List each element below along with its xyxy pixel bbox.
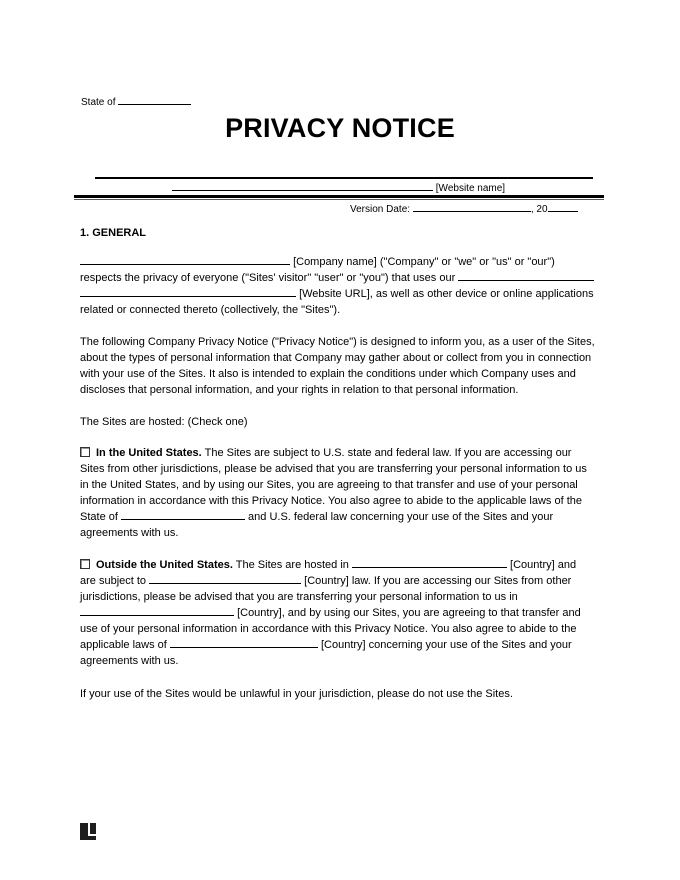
company-name-blank-field[interactable] xyxy=(80,254,290,265)
option-outside-line4 xyxy=(80,605,581,621)
country-label-2: [Country] law. If you are accessing our Sites from other xyxy=(304,575,572,587)
version-date-line xyxy=(350,201,578,215)
state-blank-field[interactable] xyxy=(118,94,191,105)
option-us-line1 xyxy=(80,445,571,461)
double-rule-thick xyxy=(74,195,604,198)
country-label-1: [Country] and xyxy=(510,559,577,571)
website-name-label: [Website name] xyxy=(435,183,506,194)
option-outside-line6 xyxy=(80,637,572,653)
version-date-blank-field[interactable] xyxy=(413,201,531,212)
transfer-country-blank-field[interactable] xyxy=(80,605,234,616)
general-para2-line3: with your use of the Sites. It also is intended to explain the conditions under which Company uses and xyxy=(80,368,576,380)
website-url-label: [Website URL], as well as other device or online applications xyxy=(299,288,594,300)
option-us-line5 xyxy=(80,509,553,525)
option-outside-line1 xyxy=(80,557,576,573)
closing-statement: If your use of the Sites would be unlawful in your jurisdiction, please do not use the Sites. xyxy=(80,688,513,700)
option-outside-text-2: are subject to xyxy=(80,575,147,587)
hosting-country-blank-field[interactable] xyxy=(352,557,507,568)
double-rule-thin xyxy=(74,199,604,200)
option-us-text: The Sites are subject to U.S. state and federal law. If you are accessing our xyxy=(201,447,572,459)
title-rule xyxy=(95,177,593,179)
company-name-label: [Company name] ("Company" or "we" or "us" or "our") xyxy=(293,256,555,268)
section-heading-general: 1. GENERAL xyxy=(80,227,147,239)
option-us-line4: information in accordance with this Privacy Notice. You also agree to abide to the applicable laws of the xyxy=(80,495,583,507)
general-para1-line4: related or connected thereto (collectively, the "Sites"). xyxy=(80,304,341,316)
option-us-state-label: State of xyxy=(80,511,118,523)
option-outside-line7: agreements with us. xyxy=(80,655,179,667)
option-us-line2: Sites from other jurisdictions, please be advised that you are transferring your personal information to us xyxy=(80,463,587,475)
general-para1-line3 xyxy=(80,286,594,302)
website-name-line xyxy=(172,180,505,194)
option-outside-title: Outside the United States. xyxy=(96,559,233,571)
applicable-law-country-blank-field[interactable] xyxy=(170,637,318,648)
state-of-label: State of xyxy=(81,97,116,108)
website-url-blank-field-1[interactable] xyxy=(458,270,594,281)
para1-text: respects the privacy of everyone ("Sites' visitor" "user" or "you") that uses our xyxy=(80,272,456,284)
country-label-3: [Country], and by using our Sites, you are agreeing to that transfer and xyxy=(237,607,581,619)
option-outside-line3: jurisdictions, please be advised that you are transferring your personal information to us in xyxy=(80,591,518,603)
us-state-blank-field[interactable] xyxy=(121,509,245,520)
legal-templates-logo-icon xyxy=(80,823,96,840)
option-us-line3: in the United States, and by using our Sites, you are agreeing to that transfer and use of your personal xyxy=(80,479,578,491)
general-para1-line1 xyxy=(80,254,555,270)
hosted-prompt: The Sites are hosted: (Check one) xyxy=(80,416,248,428)
us-hosting-checkbox[interactable] xyxy=(80,447,90,457)
state-of-line xyxy=(81,94,191,108)
option-outside-line2 xyxy=(80,573,571,589)
option-outside-text-6: applicable laws of xyxy=(80,639,167,651)
option-us-line6: agreements with us. xyxy=(80,527,179,539)
general-para1-line2 xyxy=(80,270,594,286)
general-para2-line4: discloses that personal information, and your rights in relation to that personal information. xyxy=(80,384,519,396)
option-us-text-5: and U.S. federal law concerning your use of the Sites and your xyxy=(248,511,554,523)
logo-notch-horizontal xyxy=(88,834,96,836)
country-label-4: [Country] concerning your use of the Sites and your xyxy=(320,639,572,651)
version-year-blank-field[interactable] xyxy=(548,201,578,212)
version-date-label: Version Date: xyxy=(350,204,411,215)
option-outside-line5: use of your personal information in accordance with this Privacy Notice. You also agree to abide to the xyxy=(80,623,577,635)
law-country-blank-field[interactable] xyxy=(149,573,301,584)
website-url-blank-field-2[interactable] xyxy=(80,286,296,297)
outside-us-hosting-checkbox[interactable] xyxy=(80,559,90,569)
general-para2-line2: about the types of personal information that Company may gather about or collect from you in connection xyxy=(80,352,592,364)
general-para2-line1: The following Company Privacy Notice ("Privacy Notice") is designed to inform you, as a user of the Sites, xyxy=(80,336,595,348)
website-name-blank-field[interactable] xyxy=(172,180,433,191)
option-us-title: In the United States. xyxy=(96,447,202,459)
page-title: PRIVACY NOTICE xyxy=(225,113,455,143)
version-year-prefix: , 20 xyxy=(530,204,548,215)
option-outside-text: The Sites are hosted in xyxy=(232,559,349,571)
